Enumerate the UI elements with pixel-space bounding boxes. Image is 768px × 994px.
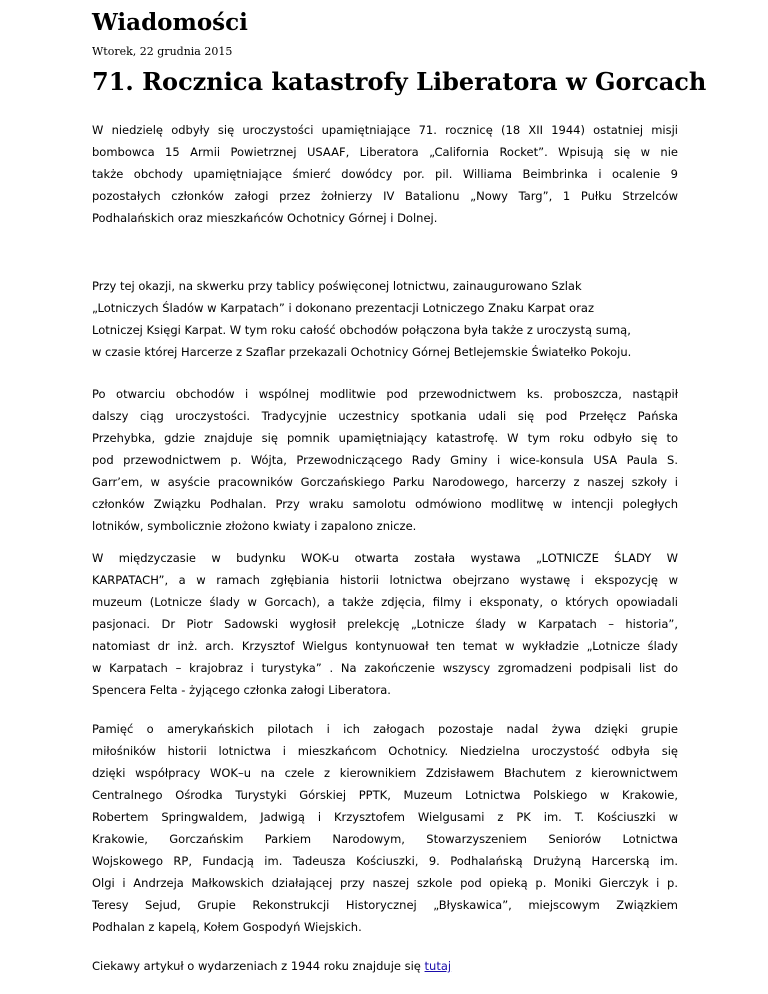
paragraph-line: Przy tej okazji, na skwerku przy tablicy poświęconej lotnictwu, zainaugurowano Szlak bbox=[92, 279, 582, 293]
paragraph-5 bbox=[92, 718, 678, 938]
paragraph-line: Robertem Springwaldem, Jadwigą i Krzysztofem Wielgusami z PK im. T. Kościuszki w bbox=[92, 810, 678, 824]
paragraph-line: w czasie której Harcerze z Szaflar przekazali Ochotnicy Górnej Betlejemskie Światełko Pokoju. bbox=[92, 345, 632, 359]
paragraph-line: KARPATACH”, a w ramach zgłębiania historii lotnictwa obejrzano wystawę i ekspozycję w bbox=[92, 573, 678, 587]
paragraph-line: Lotniczej Księgi Karpat. W tym roku całość obchodów połączona była także z uroczystą sumą, bbox=[92, 323, 631, 337]
footer-line bbox=[92, 955, 678, 977]
paragraph-line: dzięki współpracy WOK–u na czele z kierownikiem Zdzisławem Błachutem z kierownictwem bbox=[92, 766, 678, 780]
paragraph-line: Krakowie, Gorczańskim Parkiem Narodowym, Stowarzyszeniem Seniorów Lotnictwa bbox=[92, 832, 678, 846]
post-title: 71. Rocznica katastrofy Liberatora w Gorcach bbox=[92, 67, 707, 96]
paragraph-line: pasjonaci. Dr Piotr Sadowski wygłosił prelekcję „Lotnicze ślady w Karpatach – historia”, bbox=[92, 617, 678, 631]
paragraph-line: Wojskowego RP, Fundacją im. Tadeusza Kościuszki, 9. Podhalańską Drużyną Harcerską im. bbox=[92, 854, 678, 868]
paragraph-line: dalszy ciąg uroczystości. Tradycyjnie uczestnicy spotkania udali się pod Przełęcz Pańska bbox=[92, 409, 678, 423]
paragraph-line: Podhalańskich oraz mieszkańców Ochotnicy Górnej i Dolnej. bbox=[92, 211, 438, 225]
paragraph-line: „Lotniczych Śladów w Karpatach” i dokonano prezentacji Lotniczego Znaku Karpat oraz bbox=[92, 301, 595, 315]
paragraph-line: Pamięć o amerykańskich pilotach i ich załogach pozostaje nadal żywa dzięki grupie bbox=[92, 722, 678, 736]
paragraph-line: Olgi i Andrzeja Małkowskich działającej przy naszej szkole pod opieką p. Moniki Gierczyk i p. bbox=[92, 876, 678, 890]
paragraph-line: Przehybka, gdzie znajduje się pomnik upamiętniający katastrofę. W tym roku odbyło się to bbox=[92, 431, 678, 445]
paragraph-line: muzeum (Lotnicze ślady w Gorcach), a także zdjęcia, filmy i eksponaty, o których opowiadali bbox=[92, 595, 678, 609]
blog-title: Wiadomości bbox=[92, 9, 248, 36]
paragraph-line: Spencera Felta - żyjącego członka załogi Liberatora. bbox=[92, 683, 391, 697]
paragraph-4 bbox=[92, 547, 678, 701]
paragraph-line: Centralnego Ośrodka Turystyki Górskiej PPTK, Muzeum Lotnictwa Polskiego w Krakowie, bbox=[92, 788, 678, 802]
footer-paragraph bbox=[92, 955, 678, 977]
paragraph-line: pozostałych członków załogi przez żołnierzy IV Batalionu „Nowy Targ”, 1 Pułku Strzelców bbox=[92, 189, 678, 203]
paragraph-line: pod przewodnictwem p. Wójta, Przewodniczącego Rady Gminy i wice-konsula USA Paula S. bbox=[92, 453, 678, 467]
paragraph-line: W międzyczasie w budynku WOK-u otwarta została wystawa „LOTNICZE ŚLADY W bbox=[92, 551, 678, 565]
paragraph-line: natomiast dr inż. arch. Krzysztof Wielgus kontynuował ten temat w wykładzie „Lotnicze ślady bbox=[92, 639, 678, 653]
paragraph-line: także obchody upamiętniające śmierć dowódcy por. pil. Williama Beimbrinka i ocalenie 9 bbox=[92, 167, 678, 181]
footer-text: Ciekawy artykuł o wydarzeniach z 1944 roku znajduje się bbox=[92, 959, 425, 973]
paragraph-1 bbox=[92, 119, 678, 229]
paragraph-line: w Karpatach – krajobraz i turystyka” . Na zakończenie wszyscy zgromadzeni podpisali list do bbox=[92, 661, 678, 675]
paragraph-line: W niedzielę odbyły się uroczystości upamiętniające 71. rocznicę (18 XII 1944) ostatniej misji bbox=[92, 123, 678, 137]
paragraph-3 bbox=[92, 383, 678, 537]
post-date: Wtorek, 22 grudnia 2015 bbox=[92, 45, 233, 58]
paragraph-line: członków Związku Podhalan. Przy wraku samolotu odmówiono modlitwę w intencji poległych bbox=[92, 497, 678, 511]
paragraph-line: Po otwarciu obchodów i wspólnej modlitwie pod przewodnictwem ks. proboszcza, nastąpił bbox=[92, 387, 678, 401]
paragraph-line: lotników, symbolicznie złożono kwiaty i zapalono znicze. bbox=[92, 519, 417, 533]
paragraph-line: Teresy Sejud, Grupie Rekonstrukcji Historycznej „Błyskawica”, miejscowym Związkiem bbox=[92, 898, 678, 912]
article-link[interactable]: tutaj bbox=[424, 959, 452, 973]
paragraph-line: Garr’em, w asyście pracowników Gorczańskiego Parku Narodowego, harcerzy z naszej szkoły i bbox=[92, 475, 678, 489]
paragraph-line: miłośników historii lotnictwa i mieszkańcom Ochotnicy. Niedzielna uroczystość odbyła się bbox=[92, 744, 678, 758]
paragraph-line: Podhalan z kapelą, Kołem Gospodyń Wiejskich. bbox=[92, 920, 362, 934]
paragraph-2 bbox=[92, 275, 678, 363]
paragraph-line: bombowca 15 Armii Powietrznej USAAF, Liberatora „California Rocket”. Wpisują się w nie bbox=[92, 145, 678, 159]
